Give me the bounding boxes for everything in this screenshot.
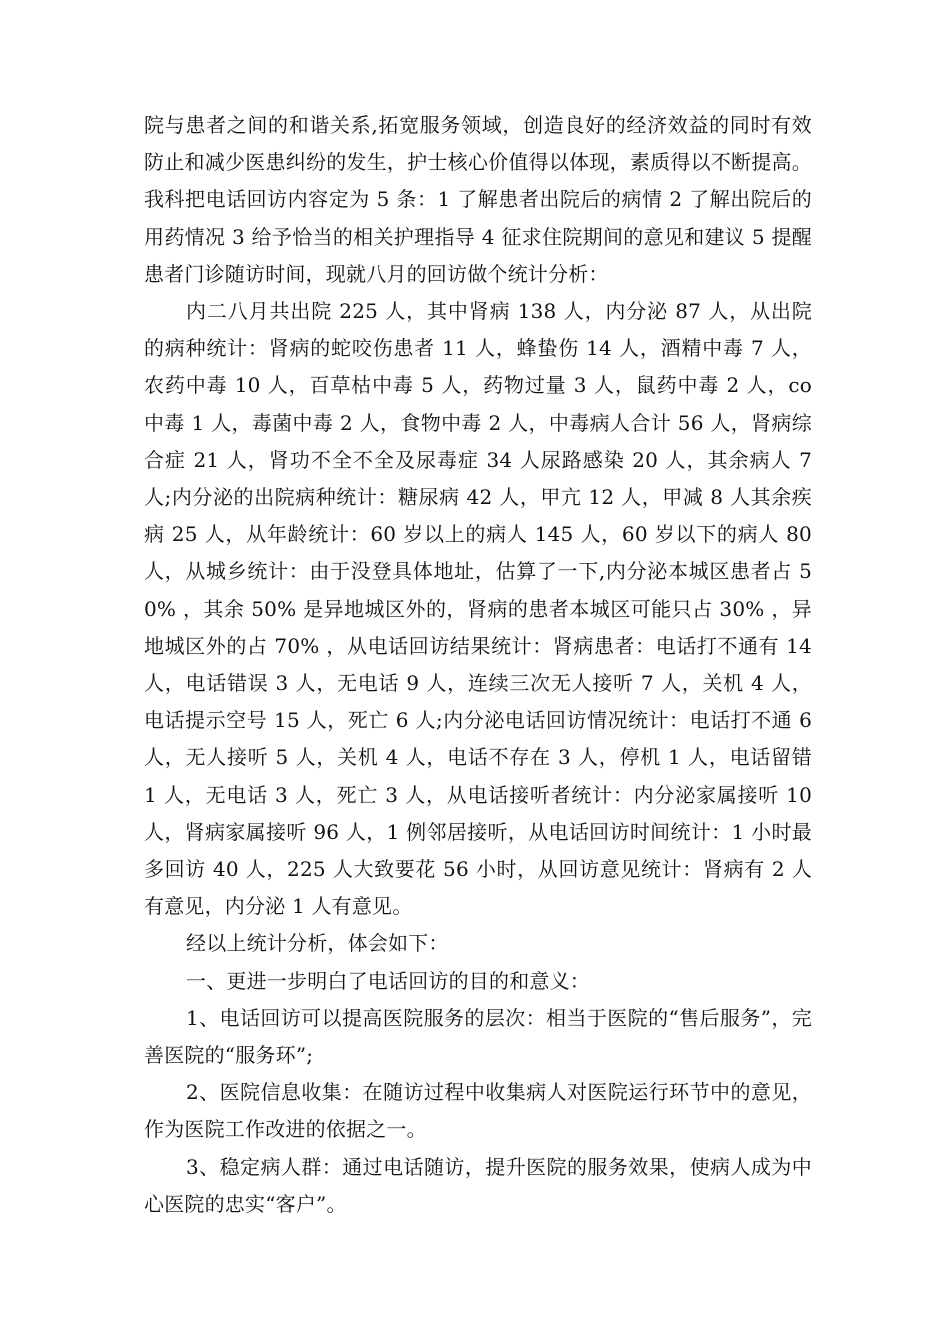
list-item-2: 2、医院信息收集：在随访过程中收集病人对医院运行环节中的意见，作为医院工作改进的依据之一。 [144,1080,812,1142]
list-item-3: 3、稳定病人群：通过电话随访，提升医院的服务效果，使病人成为中心医院的忠实“客户”。 [144,1154,812,1216]
paragraph-summary-intro: 经以上统计分析，体会如下： [186,931,449,956]
section-heading-1: 一、更进一步明白了电话回访的目的和意义： [186,968,590,993]
document-body [144,107,812,1223]
list-item-1: 1、电话回访可以提高医院服务的层次：相当于医院的“售后服务”，完善医院的“服务环”; [144,1005,812,1068]
paragraph-continuation: 院与患者之间的和谐关系,拓宽服务领域，创造良好的经济效益的同时有效防止和减少医患纠纷的发生，护士核心价值得以体现，素质得以不断提高。我科把电话回访内容定为 5 条：1 了解患者出院后的病情 2 了解出院后的用药情况 3 给予恰当的相关护理指导 4 征求住院期间的意见和建议 5 提醒患者门诊随访时间，现就八月的回访做个统计分析： [144,113,812,286]
paragraph-statistics: 内二八月共出院 225 人，其中肾病 138 人，内分泌 87 人，从出院的病种统计：肾病的蛇咬伤患者 11 人，蜂蛰伤 14 人，酒精中毒 7 人，农药中毒 10 人，百草枯中毒 5 人，药物过量 3 人，鼠药中毒 2 人，co 中毒 1 人，毒菌中毒 2 人，食物中毒 2 人，中毒病人合计 56 人，肾病综合症 21 人，肾功不全不全及尿毒症 34 人尿路感染 20 人，其余病人 7 人;内分泌的出院病种统计：糖尿病 42 人，甲亢 12 人，甲减 8 人其余疾病 25 人，从年龄统计：60 岁以上的病人 145 人，60 岁以下的病人 80 人，从城乡统计：由于没登具体地址，估算了一下,内分泌本城区患者占 50% ，其余 50% 是异地城区外的，肾病的患者本城区可能只占 30% ，异地城区外的占 70% ，从电话回访结果统计：肾病患者：电话打不通有 14 人，电话错误 3 人，无电话 9 人，连续三次无人接听 7 人，关机 4 人，电话提示空号 15 人，死亡 6 人;内分泌电话回访情况统计：电话打不通 6 人，无人接听 5 人，关机 4 人，电话不存在 3 人，停机 1 人，电话留错 1 人，无电话 3 人，死亡 3 人，从电话接听者统计：内分泌家属接听 10 人，肾病家属接听 96 人，1 例邻居接听，从电话回访时间统计：1 小时最多回访 40 人，225 人大致要花 56 小时，从回访意见统计：肾病有 2 人有意见，内分泌 1 人有意见。 [144,299,812,919]
